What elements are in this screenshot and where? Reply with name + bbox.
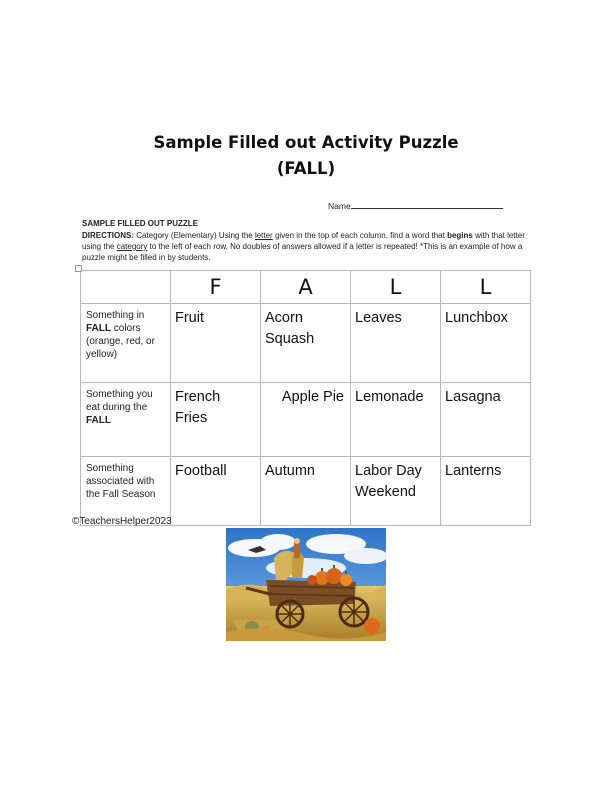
category-text: colors (orange, red, or yellow) — [86, 323, 155, 360]
answer-cell: Football — [171, 457, 261, 526]
category-bold: FALL — [86, 415, 111, 426]
category-bold: FALL — [86, 323, 111, 334]
copyright-notice: ©TeachersHelper2023 — [72, 516, 172, 527]
hay-cart-pumpkins-image — [226, 528, 386, 641]
directions-part: given in the top of each column, find a word that — [272, 231, 448, 240]
directions-label: DIRECTIONS: — [82, 231, 134, 240]
directions-part: with that letter using the — [82, 231, 525, 251]
name-label: Name — [328, 201, 351, 211]
directions-text — [82, 230, 532, 263]
table-row — [81, 383, 531, 457]
table-row — [81, 304, 531, 383]
name-field — [328, 200, 503, 211]
answer-cell: Autumn — [261, 457, 351, 526]
fall-harvest-photo — [226, 528, 386, 641]
answer-cell: Lemonade — [351, 383, 441, 457]
answer-cell: Fruit — [171, 304, 261, 383]
letter-cell: F — [171, 271, 261, 304]
directions-bold-begins: begins — [447, 231, 473, 240]
category-text: Something in — [86, 310, 145, 321]
category-text: Something you eat during the — [86, 389, 153, 413]
answer-cell: Acorn Squash — [261, 304, 351, 383]
letter-cell: A — [261, 271, 351, 304]
page-subtitle: (FALL) — [276, 159, 336, 178]
answer-cell: French Fries — [171, 383, 261, 457]
category-cell — [81, 304, 171, 383]
table-header-row — [81, 271, 531, 304]
answer-cell: Lasagna — [441, 383, 531, 457]
directions-part: to the left of each row. No doubles of answers allowed if a letter is repeated! *This is an example of how a puzzle might be filled in by students. — [82, 242, 523, 262]
directions-underlined-letter: letter — [254, 231, 273, 240]
directions-underlined-category: category — [116, 242, 148, 251]
answer-cell: Lanterns — [441, 457, 531, 526]
section-heading: SAMPLE FILLED OUT PUZZLE — [82, 219, 198, 228]
letter-cell: L — [441, 271, 531, 304]
header-blank-cell — [81, 271, 171, 304]
answer-cell: Apple Pie — [261, 383, 351, 457]
directions-part: Category (Elementary) Using the — [134, 231, 255, 240]
puzzle-table — [80, 270, 531, 526]
category-cell: Something associated with the Fall Season — [81, 457, 171, 526]
answer-cell: Lunchbox — [441, 304, 531, 383]
answer-cell: Labor Day Weekend — [351, 457, 441, 526]
page-title: Sample Filled out Activity Puzzle — [153, 133, 459, 152]
name-blank-line — [351, 200, 503, 209]
category-cell — [81, 383, 171, 457]
letter-cell: L — [351, 271, 441, 304]
answer-cell: Leaves — [351, 304, 441, 383]
